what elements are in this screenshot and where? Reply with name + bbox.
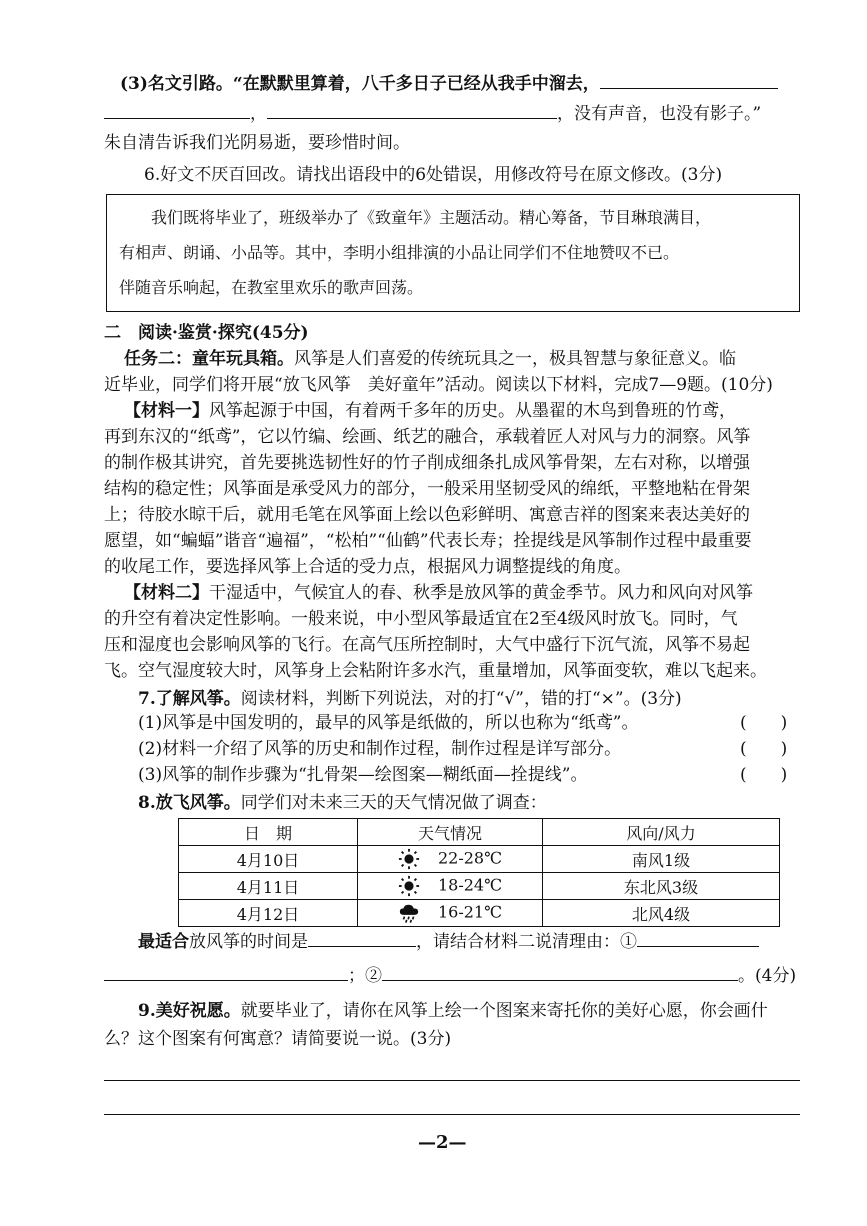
q6-prompt: 6.好文不厌百回改。请找出语段中的6处错误，用修改符号在原文修改。(3分) xyxy=(144,165,723,185)
q8-answer-line2 xyxy=(104,962,796,989)
m2-line1 xyxy=(124,580,753,606)
row-date: 4月11日 xyxy=(179,873,358,900)
q5-line2 xyxy=(104,100,761,127)
q8-answer-reason: ，请结合材料二说清理由：① xyxy=(416,932,637,952)
m1-line2: 再到东汉的“纸鸢”，它以竹编、绘画、纸艺的融合，承载着匠人对风与力的洞察。风筝 xyxy=(104,427,751,447)
m2-line4: 飞。空气湿度较大时，风筝身上会粘附许多水汽，重量增加，风筝面变软，难以飞起来。 xyxy=(104,661,767,681)
q7-line xyxy=(138,686,682,712)
m2-label: 【材料二】 xyxy=(124,583,209,603)
q8-reason1-blank-b[interactable] xyxy=(104,962,348,981)
row-date: 4月12日 xyxy=(179,900,358,927)
q8-answer-end: 。(4分) xyxy=(738,966,797,986)
q5-line2-end: ，没有声音，也没有影子。” xyxy=(557,104,762,124)
row-date: 4月10日 xyxy=(179,846,358,873)
sun-icon xyxy=(398,875,420,897)
q5-blank-2[interactable] xyxy=(104,100,250,119)
weather-table xyxy=(178,818,780,927)
q6-passage-box xyxy=(106,194,800,312)
q7-answer-2[interactable]: ( ) xyxy=(740,739,788,759)
q5-line1 xyxy=(120,70,778,97)
m1-label: 【材料一】 xyxy=(124,401,209,421)
q7-answer-3[interactable]: ( ) xyxy=(740,765,788,785)
q8-answer-line1 xyxy=(138,928,759,955)
row-weather xyxy=(358,900,543,927)
q9-label: 9.美好祝愿。 xyxy=(138,1001,241,1021)
q8-reason1-blank-a[interactable] xyxy=(637,928,759,947)
task2-label: 任务二：童年玩具箱。 xyxy=(124,349,294,369)
table-row xyxy=(179,873,780,900)
row-wind: 东北风3级 xyxy=(543,873,780,900)
row-weather xyxy=(358,846,543,873)
row-temp: 16-21℃ xyxy=(437,902,503,922)
m2-line2: 的升空有着决定性影响。一般来说，中小型风筝最适宜在2至4级风时放飞。同时，气 xyxy=(104,609,738,629)
task2-text-1: 风筝是人们喜爱的传统玩具之一，极具智慧与象征意义。临 xyxy=(294,349,736,369)
q7-label: 7.了解风筝。 xyxy=(138,689,241,709)
q5-blank-3[interactable] xyxy=(267,100,557,119)
header-weather: 天气情况 xyxy=(358,819,543,846)
m1-line4: 结构的稳定性；风筝面是承受风力的部分，一般采用坚韧受风的绵纸，平整地粘在骨架 xyxy=(104,479,750,499)
row-wind: 南风1级 xyxy=(543,846,780,873)
q8-answer-mid: 放风筝的时间是 xyxy=(189,932,308,952)
q9-answer-line-1[interactable] xyxy=(104,1080,800,1081)
header-date: 日 期 xyxy=(179,819,358,846)
q5-line3: 朱自清告诉我们光阴易逝，要珍惜时间。 xyxy=(104,133,410,153)
m2-line3: 压和湿度也会影响风筝的飞行。在高气压所控制时，大气中盛行下沉气流，风筝不易起 xyxy=(104,635,750,655)
q5-line1-text: (3)名文引路。“在默默里算着，八千多日子已经从我手中溜去， xyxy=(120,74,600,94)
q8-time-blank[interactable] xyxy=(308,928,416,947)
m1-line6: 愿望，如“蝙蝠”谐音“遍福”，“松柏”“仙鹤”代表长寿；拴提线是风筝制作过程中最重要 xyxy=(104,531,752,551)
task2-line1 xyxy=(124,346,736,372)
q7-item-2: (2)材料一介绍了风筝的历史和制作过程，制作过程是详写部分。 xyxy=(138,739,622,759)
q6-box-line-1: 我们既将毕业了，班级举办了《致童年》主题活动。精心筹备，节目琳琅满目， xyxy=(151,208,712,227)
row-temp: 18-24℃ xyxy=(437,875,503,895)
m1-line7: 的收尾工作，要选择风筝上合适的受力点，根据风力调整提线的角度。 xyxy=(104,557,631,577)
sun-icon xyxy=(398,848,420,870)
q8-label: 8.放飞风筝。 xyxy=(138,793,241,813)
q9-answer-line-2[interactable] xyxy=(104,1114,800,1115)
page-number: —2— xyxy=(418,1132,467,1153)
q8-answer-start: 最适合 xyxy=(138,932,189,952)
q7-answer-1[interactable]: ( ) xyxy=(740,713,788,733)
m1-line5: 上；待胶水晾干后，就用毛笔在风筝面上绘以色彩鲜明、寓意吉祥的图案来表达美好的 xyxy=(104,505,750,525)
m2-text-1: 干湿适中，气候宜人的春、秋季是放风筝的黄金季节。风力和风向对风筝 xyxy=(209,583,753,603)
q5-comma: ， xyxy=(250,104,267,124)
q7-prompt: 阅读材料，判断下列说法，对的打“√”，错的打“×”。(3分) xyxy=(240,689,682,709)
row-wind: 北风4级 xyxy=(543,900,780,927)
q7-item-3: (3)风筝的制作步骤为“扎骨架—绘图案—糊纸面—拴提线”。 xyxy=(138,765,588,785)
q9-line1 xyxy=(138,998,768,1024)
row-temp: 22-28℃ xyxy=(437,848,503,868)
q8-prompt: 同学们对未来三天的天气情况做了调查： xyxy=(240,793,547,813)
q6-box-line-3: 伴随音乐响起，在教室里欢乐的歌声回荡。 xyxy=(119,278,424,297)
weather-header-row xyxy=(179,819,780,846)
q9-line2: 么？这个图案有何寓意？请简要说一说。(3分) xyxy=(104,1029,452,1049)
header-wind: 风向/风力 xyxy=(543,819,780,846)
q7-item-1: (1)风筝是中国发明的，最早的风筝是纸做的，所以也称为“纸鸢”。 xyxy=(138,713,639,733)
q8-answer-sep: ；② xyxy=(348,966,382,986)
row-weather xyxy=(358,873,543,900)
m1-text-1: 风筝起源于中国，有着两千多年的历史。从墨翟的木鸟到鲁班的竹鸢， xyxy=(209,401,736,421)
m1-line3: 的制作极其讲究，首先要挑选韧性好的竹子削成细条扎成风筝骨架，左右对称，以增强 xyxy=(104,453,750,473)
m1-line1 xyxy=(124,398,736,424)
rain-cloud-icon xyxy=(398,902,420,924)
q5-blank-1[interactable] xyxy=(600,70,778,89)
q9-text-1: 就要毕业了，请你在风筝上绘一个图案来寄托你的美好心愿，你会画什 xyxy=(240,1001,768,1021)
q8-line xyxy=(138,790,547,816)
task2-line2: 近毕业，同学们将开展“放飞风筝 美好童年”活动。阅读以下材料，完成7—9题。(10分) xyxy=(104,375,773,395)
q8-reason2-blank[interactable] xyxy=(382,962,738,981)
q6-box-line-2: 有相声、朗诵、小品等。其中，李明小组排演的小品让同学们不住地赞叹不已。 xyxy=(119,243,680,262)
table-row xyxy=(179,846,780,873)
section2-heading: 二 阅读·鉴赏·探究(45分) xyxy=(104,323,309,343)
table-row xyxy=(179,900,780,927)
